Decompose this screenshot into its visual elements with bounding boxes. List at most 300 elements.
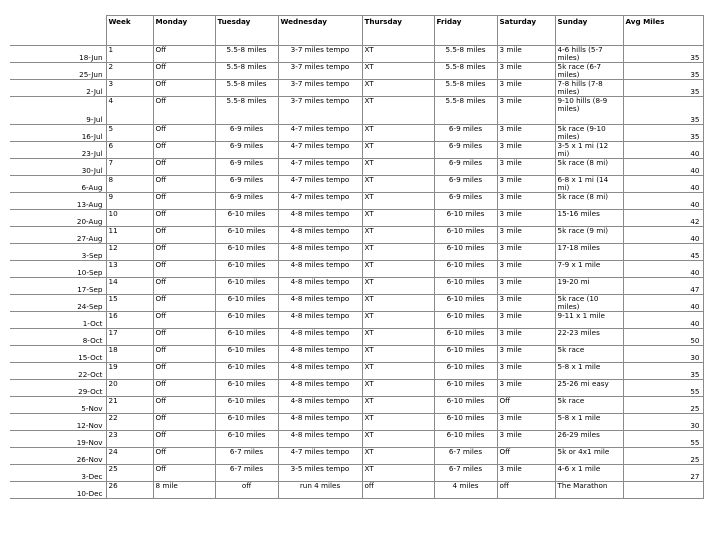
wednesday-cell: 4-8 miles tempo <box>278 431 362 448</box>
tuesday-cell: 5.5-8 miles <box>215 63 278 80</box>
wednesday-cell: 4-8 miles tempo <box>278 397 362 414</box>
table-row <box>10 431 703 448</box>
sunday-cell: 5k race (8 mi) <box>555 193 623 210</box>
avg-miles-cell: 45 <box>623 244 703 261</box>
week-cell: 12 <box>106 244 153 261</box>
sunday-cell: 19-20 mi <box>555 278 623 295</box>
monday-cell: Off <box>153 210 215 227</box>
tuesday-cell: 6-9 miles <box>215 159 278 176</box>
friday-cell: 6-10 miles <box>434 380 497 397</box>
friday-cell: 6-9 miles <box>434 159 497 176</box>
sunday-cell: 26-29 miles <box>555 431 623 448</box>
thursday-cell: XT <box>362 346 434 363</box>
week-cell: 25 <box>106 465 153 482</box>
week-cell: 6 <box>106 142 153 159</box>
date-cell: 6-Aug <box>10 176 106 193</box>
thursday-cell: XT <box>362 465 434 482</box>
tuesday-cell: 6-9 miles <box>215 193 278 210</box>
saturday-cell: 3 mile <box>497 80 555 97</box>
saturday-cell: 3 mile <box>497 142 555 159</box>
friday-cell: 6-10 miles <box>434 295 497 312</box>
date-cell: 19-Nov <box>10 431 106 448</box>
wednesday-cell: 4-7 miles tempo <box>278 125 362 142</box>
monday-cell: Off <box>153 244 215 261</box>
week-cell: 17 <box>106 329 153 346</box>
date-cell: 17-Sep <box>10 278 106 295</box>
saturday-cell: 3 mile <box>497 380 555 397</box>
date-cell: 20-Aug <box>10 210 106 227</box>
tuesday-cell: 5.5-8 miles <box>215 46 278 63</box>
tuesday-cell: 6-10 miles <box>215 397 278 414</box>
table-row <box>10 482 703 499</box>
week-cell: 11 <box>106 227 153 244</box>
monday-cell: Off <box>153 397 215 414</box>
wednesday-cell: 4-7 miles tempo <box>278 176 362 193</box>
week-cell: 4 <box>106 97 153 125</box>
tuesday-cell: 6-10 miles <box>215 244 278 261</box>
thursday-cell: XT <box>362 210 434 227</box>
sunday-cell: 5-8 x 1 mile <box>555 414 623 431</box>
table-row <box>10 210 703 227</box>
friday-cell: 6-9 miles <box>434 193 497 210</box>
avg-miles-cell: 35 <box>623 63 703 80</box>
sunday-cell: The Marathon <box>555 482 623 499</box>
tuesday-cell: 6-7 miles <box>215 448 278 465</box>
monday-cell: Off <box>153 80 215 97</box>
friday-cell: 6-10 miles <box>434 244 497 261</box>
table-row <box>10 363 703 380</box>
saturday-cell: 3 mile <box>497 278 555 295</box>
tuesday-cell: 5.5-8 miles <box>215 97 278 125</box>
sunday-cell: 7-9 x 1 mile <box>555 261 623 278</box>
monday-cell: Off <box>153 227 215 244</box>
table-row <box>10 312 703 329</box>
sunday-cell: 6-8 x 1 mi (14 mi) <box>555 176 623 193</box>
week-cell: 8 <box>106 176 153 193</box>
week-cell: 26 <box>106 482 153 499</box>
table-row <box>10 448 703 465</box>
saturday-cell: 3 mile <box>497 193 555 210</box>
date-cell: 13-Aug <box>10 193 106 210</box>
monday-cell: Off <box>153 142 215 159</box>
header-date <box>10 16 106 46</box>
avg-miles-cell: 30 <box>623 346 703 363</box>
wednesday-cell: 4-8 miles tempo <box>278 312 362 329</box>
week-cell: 20 <box>106 380 153 397</box>
saturday-cell: 3 mile <box>497 125 555 142</box>
tuesday-cell: 6-10 miles <box>215 329 278 346</box>
training-table <box>10 15 704 499</box>
friday-cell: 5.5-8 miles <box>434 63 497 80</box>
tuesday-cell: 6-10 miles <box>215 380 278 397</box>
date-cell: 10-Dec <box>10 482 106 499</box>
tuesday-cell: 6-9 miles <box>215 176 278 193</box>
week-cell: 21 <box>106 397 153 414</box>
wednesday-cell: 4-8 miles tempo <box>278 261 362 278</box>
thursday-cell: XT <box>362 397 434 414</box>
friday-cell: 6-10 miles <box>434 431 497 448</box>
sunday-cell: 5-8 x 1 mile <box>555 363 623 380</box>
wednesday-cell: run 4 miles <box>278 482 362 499</box>
monday-cell: Off <box>153 380 215 397</box>
monday-cell: Off <box>153 261 215 278</box>
week-cell: 14 <box>106 278 153 295</box>
avg-miles-cell: 55 <box>623 431 703 448</box>
monday-cell: Off <box>153 193 215 210</box>
tuesday-cell: off <box>215 482 278 499</box>
tuesday-cell: 5.5-8 miles <box>215 80 278 97</box>
saturday-cell: 3 mile <box>497 176 555 193</box>
avg-miles-cell: 27 <box>623 465 703 482</box>
table-row <box>10 414 703 431</box>
wednesday-cell: 3-7 miles tempo <box>278 63 362 80</box>
header-thursday: Thursday <box>362 16 434 46</box>
tuesday-cell: 6-7 miles <box>215 465 278 482</box>
avg-miles-cell: 40 <box>623 159 703 176</box>
week-cell: 10 <box>106 210 153 227</box>
monday-cell: Off <box>153 97 215 125</box>
friday-cell: 5.5-8 miles <box>434 80 497 97</box>
date-cell: 27-Aug <box>10 227 106 244</box>
week-cell: 1 <box>106 46 153 63</box>
thursday-cell: XT <box>362 63 434 80</box>
thursday-cell: XT <box>362 329 434 346</box>
friday-cell: 6-7 miles <box>434 448 497 465</box>
saturday-cell: 3 mile <box>497 227 555 244</box>
header-wednesday: Wednesday <box>278 16 362 46</box>
friday-cell: 6-10 miles <box>434 346 497 363</box>
thursday-cell: XT <box>362 312 434 329</box>
table-row <box>10 159 703 176</box>
sunday-cell: 17-18 miles <box>555 244 623 261</box>
monday-cell: Off <box>153 431 215 448</box>
week-cell: 3 <box>106 80 153 97</box>
friday-cell: 6-10 miles <box>434 227 497 244</box>
header-saturday: Saturday <box>497 16 555 46</box>
date-cell: 5-Nov <box>10 397 106 414</box>
date-cell: 15-Oct <box>10 346 106 363</box>
date-cell: 8-Oct <box>10 329 106 346</box>
avg-miles-cell: 25 <box>623 397 703 414</box>
avg-miles-cell: 35 <box>623 46 703 63</box>
tuesday-cell: 6-10 miles <box>215 227 278 244</box>
date-cell: 3-Sep <box>10 244 106 261</box>
avg-miles-cell: 35 <box>623 97 703 125</box>
table-row <box>10 465 703 482</box>
week-cell: 7 <box>106 159 153 176</box>
thursday-cell: XT <box>362 142 434 159</box>
table-row <box>10 176 703 193</box>
saturday-cell: 3 mile <box>497 414 555 431</box>
friday-cell: 6-10 miles <box>434 363 497 380</box>
saturday-cell: 3 mile <box>497 97 555 125</box>
friday-cell: 6-10 miles <box>434 397 497 414</box>
thursday-cell: XT <box>362 295 434 312</box>
thursday-cell: XT <box>362 46 434 63</box>
friday-cell: 6-10 miles <box>434 329 497 346</box>
saturday-cell: 3 mile <box>497 465 555 482</box>
wednesday-cell: 4-8 miles tempo <box>278 329 362 346</box>
week-cell: 9 <box>106 193 153 210</box>
date-cell: 26-Nov <box>10 448 106 465</box>
thursday-cell: XT <box>362 97 434 125</box>
table-row <box>10 278 703 295</box>
wednesday-cell: 4-7 miles tempo <box>278 159 362 176</box>
wednesday-cell: 3-7 miles tempo <box>278 80 362 97</box>
monday-cell: 8 mile <box>153 482 215 499</box>
header-avg-miles: Avg Miles <box>623 16 703 46</box>
friday-cell: 4 miles <box>434 482 497 499</box>
wednesday-cell: 4-8 miles tempo <box>278 295 362 312</box>
friday-cell: 6-10 miles <box>434 210 497 227</box>
monday-cell: Off <box>153 363 215 380</box>
table-row <box>10 63 703 80</box>
friday-cell: 6-10 miles <box>434 312 497 329</box>
sunday-cell: 5k race (8 mi) <box>555 159 623 176</box>
sunday-cell: 9-10 hills (8-9 miles) <box>555 97 623 125</box>
sunday-cell: 25-26 mi easy <box>555 380 623 397</box>
table-row <box>10 295 703 312</box>
week-cell: 24 <box>106 448 153 465</box>
avg-miles-cell: 30 <box>623 414 703 431</box>
friday-cell: 6-9 miles <box>434 176 497 193</box>
saturday-cell: 3 mile <box>497 63 555 80</box>
header-monday: Monday <box>153 16 215 46</box>
thursday-cell: XT <box>362 244 434 261</box>
friday-cell: 6-7 miles <box>434 465 497 482</box>
avg-miles-cell: 55 <box>623 380 703 397</box>
avg-miles-cell: 42 <box>623 210 703 227</box>
tuesday-cell: 6-10 miles <box>215 295 278 312</box>
tuesday-cell: 6-9 miles <box>215 125 278 142</box>
wednesday-cell: 3-7 miles tempo <box>278 46 362 63</box>
header-week: Week <box>106 16 153 46</box>
table-row <box>10 380 703 397</box>
avg-miles-cell: 40 <box>623 227 703 244</box>
sunday-cell: 5k or 4x1 mile <box>555 448 623 465</box>
monday-cell: Off <box>153 176 215 193</box>
saturday-cell: Off <box>497 448 555 465</box>
date-cell: 1-Oct <box>10 312 106 329</box>
saturday-cell: 3 mile <box>497 261 555 278</box>
monday-cell: Off <box>153 329 215 346</box>
wednesday-cell: 4-8 miles tempo <box>278 346 362 363</box>
date-cell: 22-Oct <box>10 363 106 380</box>
sunday-cell: 9-11 x 1 mile <box>555 312 623 329</box>
monday-cell: Off <box>153 414 215 431</box>
sunday-cell: 4-6 hills (5-7 miles) <box>555 46 623 63</box>
date-cell: 10-Sep <box>10 261 106 278</box>
tuesday-cell: 6-10 miles <box>215 431 278 448</box>
friday-cell: 6-9 miles <box>434 125 497 142</box>
monday-cell: Off <box>153 312 215 329</box>
saturday-cell: 3 mile <box>497 346 555 363</box>
training-schedule-sheet <box>10 15 703 499</box>
avg-miles-cell: 40 <box>623 142 703 159</box>
date-cell: 12-Nov <box>10 414 106 431</box>
friday-cell: 5.5-8 miles <box>434 97 497 125</box>
monday-cell: Off <box>153 346 215 363</box>
date-cell: 16-Jul <box>10 125 106 142</box>
header-sunday: Sunday <box>555 16 623 46</box>
wednesday-cell: 4-8 miles tempo <box>278 210 362 227</box>
week-cell: 19 <box>106 363 153 380</box>
avg-miles-cell: 40 <box>623 312 703 329</box>
thursday-cell: XT <box>362 363 434 380</box>
thursday-cell: XT <box>362 278 434 295</box>
wednesday-cell: 4-8 miles tempo <box>278 414 362 431</box>
wednesday-cell: 4-8 miles tempo <box>278 363 362 380</box>
friday-cell: 5.5-8 miles <box>434 46 497 63</box>
header-tuesday: Tuesday <box>215 16 278 46</box>
monday-cell: Off <box>153 448 215 465</box>
monday-cell: Off <box>153 46 215 63</box>
tuesday-cell: 6-10 miles <box>215 210 278 227</box>
tuesday-cell: 6-10 miles <box>215 363 278 380</box>
sunday-cell: 5k race (10 miles) <box>555 295 623 312</box>
avg-miles-cell: 40 <box>623 295 703 312</box>
week-cell: 22 <box>106 414 153 431</box>
date-cell: 24-Sep <box>10 295 106 312</box>
wednesday-cell: 4-7 miles tempo <box>278 448 362 465</box>
table-row <box>10 329 703 346</box>
sunday-cell: 5k race <box>555 346 623 363</box>
date-cell: 18-Jun <box>10 46 106 63</box>
saturday-cell: 3 mile <box>497 363 555 380</box>
week-cell: 5 <box>106 125 153 142</box>
wednesday-cell: 4-8 miles tempo <box>278 380 362 397</box>
avg-miles-cell: 35 <box>623 80 703 97</box>
sunday-cell: 3-5 x 1 mi (12 mi) <box>555 142 623 159</box>
tuesday-cell: 6-10 miles <box>215 414 278 431</box>
saturday-cell: off <box>497 482 555 499</box>
sunday-cell: 15-16 miles <box>555 210 623 227</box>
friday-cell: 6-10 miles <box>434 261 497 278</box>
week-cell: 18 <box>106 346 153 363</box>
week-cell: 2 <box>106 63 153 80</box>
saturday-cell: 3 mile <box>497 46 555 63</box>
sunday-cell: 4-6 x 1 mile <box>555 465 623 482</box>
saturday-cell: Off <box>497 397 555 414</box>
thursday-cell: XT <box>362 414 434 431</box>
sunday-cell: 5k race (6-7 miles) <box>555 63 623 80</box>
date-cell: 23-Jul <box>10 142 106 159</box>
avg-miles-cell: 35 <box>623 363 703 380</box>
saturday-cell: 3 mile <box>497 295 555 312</box>
avg-miles-cell: 35 <box>623 125 703 142</box>
friday-cell: 6-10 miles <box>434 414 497 431</box>
thursday-cell: XT <box>362 176 434 193</box>
week-cell: 15 <box>106 295 153 312</box>
avg-miles-cell: 50 <box>623 329 703 346</box>
wednesday-cell: 4-8 miles tempo <box>278 278 362 295</box>
date-cell: 3-Dec <box>10 465 106 482</box>
header-row <box>10 16 703 46</box>
wednesday-cell: 3-7 miles tempo <box>278 97 362 125</box>
thursday-cell: XT <box>362 380 434 397</box>
thursday-cell: XT <box>362 261 434 278</box>
tuesday-cell: 6-10 miles <box>215 346 278 363</box>
monday-cell: Off <box>153 465 215 482</box>
header-friday: Friday <box>434 16 497 46</box>
week-cell: 13 <box>106 261 153 278</box>
monday-cell: Off <box>153 125 215 142</box>
table-row <box>10 142 703 159</box>
avg-miles-cell: 40 <box>623 261 703 278</box>
table-row <box>10 261 703 278</box>
wednesday-cell: 4-7 miles tempo <box>278 142 362 159</box>
monday-cell: Off <box>153 295 215 312</box>
sunday-cell: 5k race <box>555 397 623 414</box>
saturday-cell: 3 mile <box>497 329 555 346</box>
table-row <box>10 97 703 125</box>
saturday-cell: 3 mile <box>497 312 555 329</box>
date-cell: 2-Jul <box>10 80 106 97</box>
week-cell: 23 <box>106 431 153 448</box>
saturday-cell: 3 mile <box>497 244 555 261</box>
week-cell: 16 <box>106 312 153 329</box>
table-row <box>10 125 703 142</box>
table-row <box>10 46 703 63</box>
tuesday-cell: 6-10 miles <box>215 278 278 295</box>
monday-cell: Off <box>153 278 215 295</box>
table-row <box>10 346 703 363</box>
saturday-cell: 3 mile <box>497 431 555 448</box>
monday-cell: Off <box>153 63 215 80</box>
thursday-cell: off <box>362 482 434 499</box>
training-rows <box>10 46 703 499</box>
table-row <box>10 397 703 414</box>
date-cell: 9-Jul <box>10 97 106 125</box>
avg-miles-cell: 40 <box>623 176 703 193</box>
sunday-cell: 22-23 miles <box>555 329 623 346</box>
sunday-cell: 5k race (9-10 miles) <box>555 125 623 142</box>
avg-miles-cell <box>623 482 703 499</box>
sunday-cell: 7-8 hills (7-8 miles) <box>555 80 623 97</box>
thursday-cell: XT <box>362 227 434 244</box>
wednesday-cell: 3-5 miles tempo <box>278 465 362 482</box>
avg-miles-cell: 47 <box>623 278 703 295</box>
saturday-cell: 3 mile <box>497 159 555 176</box>
tuesday-cell: 6-10 miles <box>215 261 278 278</box>
sunday-cell: 5k race (9 mi) <box>555 227 623 244</box>
friday-cell: 6-10 miles <box>434 278 497 295</box>
avg-miles-cell: 25 <box>623 448 703 465</box>
thursday-cell: XT <box>362 448 434 465</box>
thursday-cell: XT <box>362 80 434 97</box>
wednesday-cell: 4-8 miles tempo <box>278 227 362 244</box>
tuesday-cell: 6-9 miles <box>215 142 278 159</box>
wednesday-cell: 4-8 miles tempo <box>278 244 362 261</box>
avg-miles-cell: 40 <box>623 193 703 210</box>
wednesday-cell: 4-7 miles tempo <box>278 193 362 210</box>
tuesday-cell: 6-10 miles <box>215 312 278 329</box>
thursday-cell: XT <box>362 125 434 142</box>
table-row <box>10 193 703 210</box>
saturday-cell: 3 mile <box>497 210 555 227</box>
table-row <box>10 244 703 261</box>
date-cell: 29-Oct <box>10 380 106 397</box>
table-row <box>10 227 703 244</box>
thursday-cell: XT <box>362 159 434 176</box>
thursday-cell: XT <box>362 193 434 210</box>
friday-cell: 6-9 miles <box>434 142 497 159</box>
table-row <box>10 80 703 97</box>
monday-cell: Off <box>153 159 215 176</box>
thursday-cell: XT <box>362 431 434 448</box>
date-cell: 25-Jun <box>10 63 106 80</box>
date-cell: 30-Jul <box>10 159 106 176</box>
